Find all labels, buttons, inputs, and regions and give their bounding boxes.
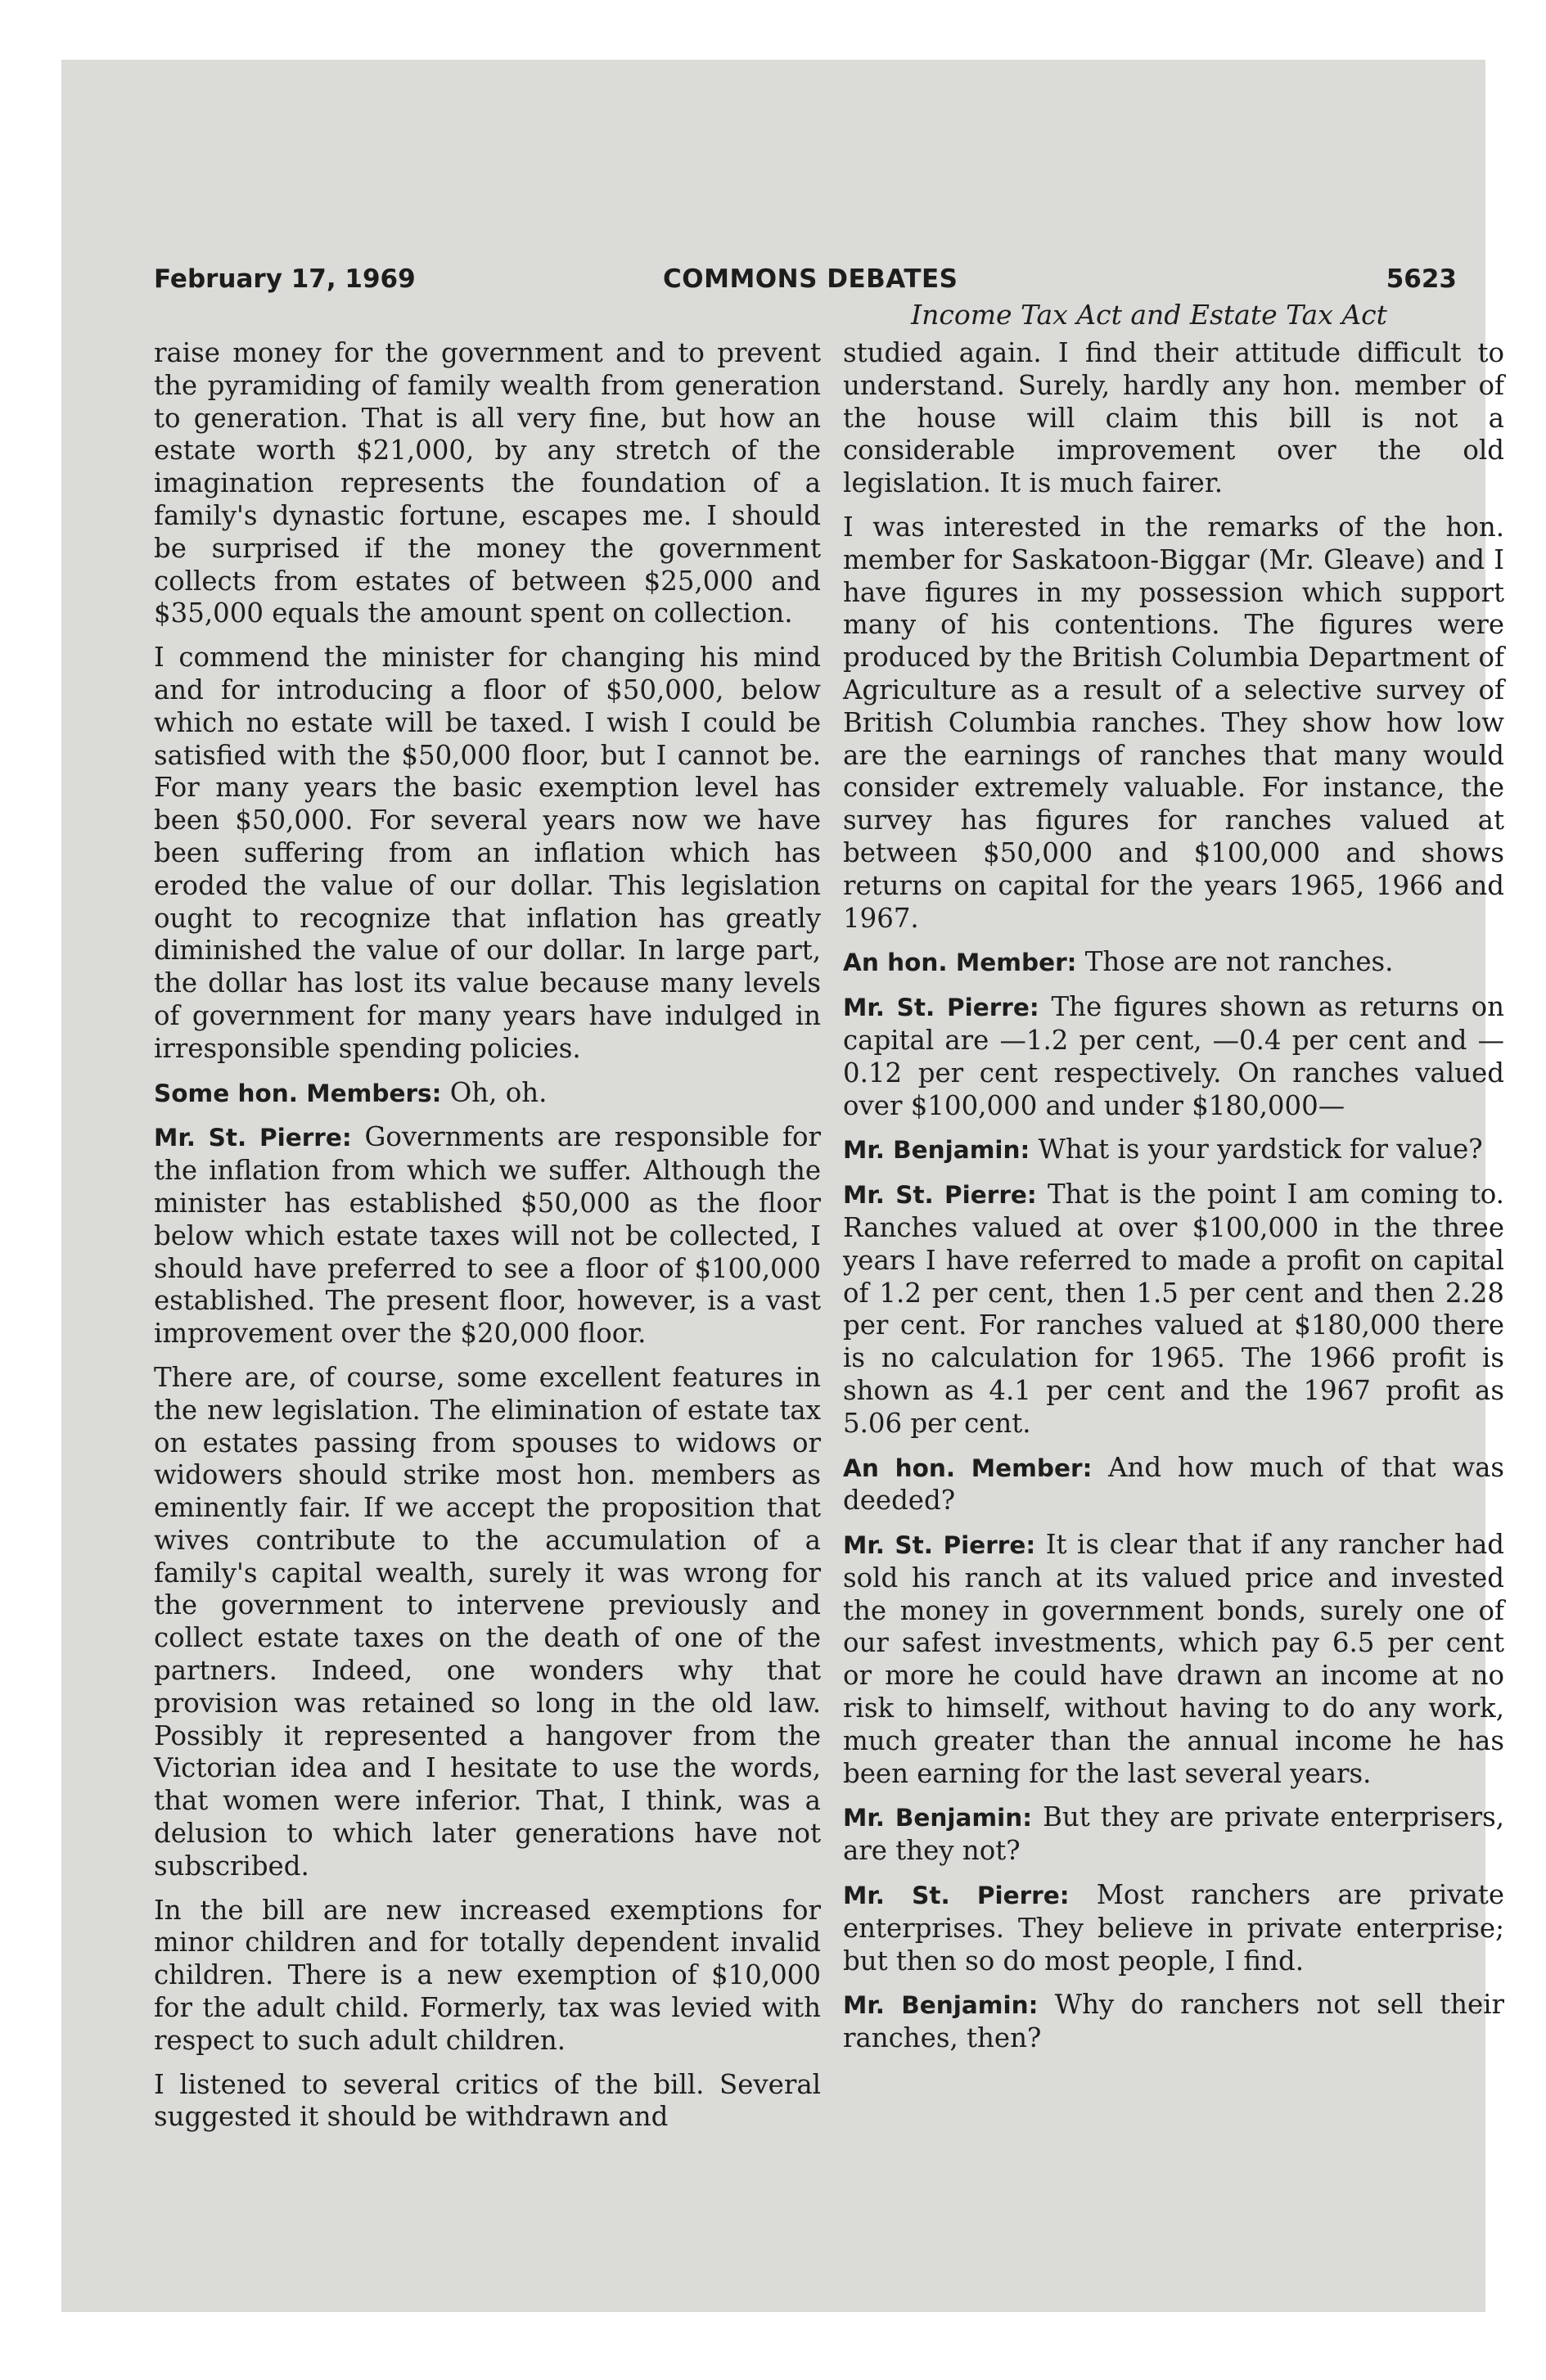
paragraph	[843, 991, 1504, 1122]
paragraph-text: Governments are responsible for the inflation from which we suffer. Although the minister has established $50,000 as the floor below which estate taxes will not be collected, I should have preferred to see a floor of $100,000 established. The present floor, however, is a vast improvement over the $20,000 floor.	[154, 1121, 821, 1350]
paragraph-text: The figures shown as returns on capital are —1.2 per cent, —0.4 per cent and —0.12 per cent respectively. On ranches valued over $100,000 and under $180,000—	[843, 991, 1504, 1121]
header-page-number: 5623	[1386, 264, 1457, 294]
paragraph-text: There are, of course, some excellent features in the new legislation. The elimination of estate tax on estates passing from spouses to widows or widowers should strike most hon. members as eminently fair. If we accept the proposition that wives contribute to the accumulation of a family's capital wealth, surely it was wrong for the government to intervene previously and collect estate taxes on the death of one of the partners. Indeed, one wonders why that provision was retained so long in the old law. Possibly it represented a hangover from the Victorian idea and I hesitate to use the words, that women were inferior. That, I think, was a delusion to which later generations have not subscribed.	[154, 1361, 821, 1882]
paragraph-text: studied again. I find their attitude difficult to understand. Surely, hardly any hon. member of the house will claim this bill is not a considerable improvement over the old legislation. It is much fairer.	[843, 337, 1504, 499]
speaker-name: Some hon. Members:	[154, 1079, 442, 1107]
paragraph	[843, 1452, 1504, 1518]
paragraph	[843, 1989, 1504, 2055]
left-column	[154, 337, 821, 2145]
paragraph	[843, 1179, 1504, 1440]
speaker-name: Mr. St. Pierre:	[843, 994, 1039, 1022]
page-header	[154, 263, 1457, 295]
paragraph-text: In the bill are new increased exemptions for minor children and for totally dependent invalid children. There is a new exemption of $10,000 for the adult child. Formerly, tax was levied with respect to such adult children.	[154, 1894, 821, 2056]
speaker-name: Mr. St. Pierre:	[843, 1882, 1070, 1910]
paragraph	[154, 337, 821, 630]
paragraph-text: raise money for the government and to prevent the pyramiding of family wealth from generation to generation. That is all very fine, but how an estate worth $21,000, by any stretch of the imagination represents the foundation of a family's dynastic fortune, escapes me. I should be surprised if the money the government collects from estates of between $25,000 and $35,000 equals the amount spent on collection.	[154, 337, 821, 629]
page-sheet	[61, 60, 1505, 2312]
paragraph-text: I commend the minister for changing his mind and for introducing a floor of $50,000, below which no estate will be taxed. I wish I could be satisfied with the $50,000 floor, but I cannot be. For many years the basic exemption level has been $50,000. For several years now we have been suffering from an inflation which has eroded the value of our dollar. This legislation ought to recognize that inflation has greatly diminished the value of our dollar. In large part, the dollar has lost its value because many levels of government for many years have indulged in irresponsible spending policies.	[154, 642, 821, 1064]
paragraph	[843, 337, 1504, 500]
paragraph	[843, 1801, 1504, 1868]
paragraph	[154, 1077, 821, 1111]
paragraph-text: Most ranchers are private enterprises. They believe in private enterprise; but then so do most people, I find.	[843, 1879, 1504, 1977]
paragraph-text: I was interested in the remarks of the hon. member for Saskatoon-Biggar (Mr. Gleave) and I have figures in my possession which support many of his contentions. The figures were produced by the British Columbia Department of Agriculture as a result of a selective survey of British Columbia ranches. They show how low are the earnings of ranches that many would consider extremely valuable. For instance, the survey has figures for ranches valued at between $50,000 and $100,000 and shows returns on capital for the years 1965, 1966 and 1967.	[843, 511, 1504, 934]
section-subhead: Income Tax Act and Estate Tax Act	[911, 299, 1387, 331]
speaker-name: An hon. Member:	[843, 1454, 1093, 1482]
right-column	[843, 337, 1504, 2067]
speaker-name: Mr. Benjamin:	[843, 1136, 1030, 1165]
paragraph	[154, 2069, 821, 2134]
paragraph	[843, 946, 1504, 980]
paragraph	[154, 642, 821, 1065]
paragraph	[154, 1121, 821, 1350]
speaker-name: Mr. Benjamin:	[843, 1991, 1039, 2020]
paragraph	[843, 512, 1504, 935]
paragraph	[843, 1529, 1504, 1790]
header-title: COMMONS DEBATES	[663, 264, 958, 294]
paragraph-text: That is the point I am coming to. Ranches valued at over $100,000 in the three years I have referred to made a profit on capital of 1.2 per cent, then 1.5 per cent and then 2.28 per cent. For ranches valued at $180,000 there is no calculation for 1965. The 1966 profit is shown as 4.1 per cent and the 1967 profit as 5.06 per cent.	[843, 1179, 1504, 1439]
paragraph	[843, 1879, 1504, 1977]
paragraph-text: I listened to several critics of the bill. Several suggested it should be withdrawn and	[154, 2068, 821, 2133]
header-date: February 17, 1969	[154, 264, 416, 294]
paragraph-text: And how much of that was deeded?	[843, 1451, 1505, 1517]
paragraph	[843, 1134, 1504, 1167]
paragraph	[154, 1895, 821, 2058]
speaker-name: An hon. Member:	[843, 949, 1077, 977]
paragraph-text: It is clear that if any rancher had sold his ranch at its valued price and invested the money in government bonds, surely one of our safest investments, which pay 6.5 per cent or more he could have drawn an income at no risk to himself, without having to do any work, much greater than the annual income he has been earning for the last several years.	[843, 1529, 1504, 1789]
paragraph-text: But they are private enterprisers, are they not?	[843, 1801, 1505, 1867]
speaker-name: Mr. St. Pierre:	[843, 1181, 1037, 1210]
speaker-name: Mr. Benjamin:	[843, 1804, 1033, 1832]
paragraph-text: Oh, oh.	[449, 1076, 548, 1108]
paragraph-text: Those are not ranches.	[1084, 946, 1394, 978]
paragraph-text: What is your yardstick for value?	[1038, 1134, 1483, 1165]
speaker-name: Mr. St. Pierre:	[843, 1531, 1036, 1560]
paragraph-text: Why do ranchers not sell their ranches, then?	[843, 1989, 1504, 2054]
speaker-name: Mr. St. Pierre:	[154, 1124, 352, 1152]
paragraph	[154, 1362, 821, 1883]
